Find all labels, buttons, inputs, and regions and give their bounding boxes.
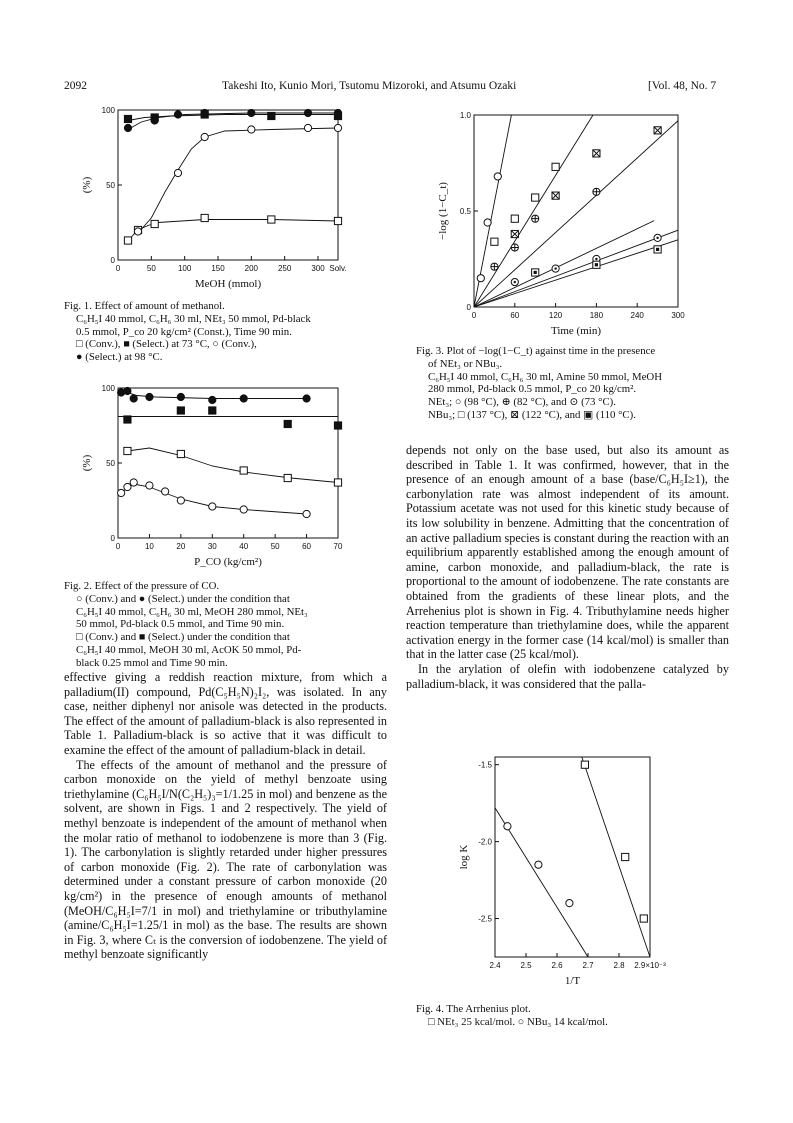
y-tick-label: -1.5 (478, 760, 492, 770)
data-point (124, 124, 131, 131)
marker-dot (656, 248, 659, 251)
data-point (124, 447, 131, 454)
body-paragraph: The effects of the amount of methanol and the pressure of carbon monoxide on the yield of methyl benzoate using triethylamine (C₆H₅I/N(C₂H₅)₃=1/1.25 in mol) and benzene as the solvent, are shown in Figs. 1 and 2 respectively. The yield of methyl benzoate is independent of the amount of methanol when the molar ratio of methanol to iodobenzene is more than 3 (Fig. 1). The carbonylation is slightly retarded under higher pressures of carbon monoxide (Fig. 2). The rate of carbonylation was determined under a constant pressure of carbon monoxide (20 kg/cm²) in the presence of enough amounts of methanol (MeOH/C₆H₅I=7/1 in mol) and triethylamine or tributhylamine (amine/C₆H₅I=1.25/1 in mol) as the base. The results are shown in Fig. 3, where Cₜ is the conversion of iodobenzene. The yield of methyl benzoate significantly (64, 757, 387, 962)
data-point (494, 173, 501, 180)
caption-line: □ (Conv.), ■ (Select.) at 73 °C, ○ (Conv.), (76, 338, 257, 351)
data-point (566, 900, 573, 907)
data-point (130, 479, 137, 486)
data-point (532, 269, 539, 276)
figure-4-chart (440, 742, 680, 997)
fit-curve (138, 128, 338, 233)
x-tick-label: 250 (277, 264, 292, 273)
x-axis-label: Time (min) (550, 325, 602, 337)
journal-volume: [Vol. 48, No. 7 (648, 80, 717, 92)
x-tick-label: 0 (115, 542, 121, 551)
data-point (334, 479, 341, 486)
data-point (151, 117, 158, 124)
y-tick-label: 0.5 (459, 207, 471, 216)
x-tick-label: 2.8 (613, 961, 625, 970)
data-point (304, 109, 311, 116)
data-point (248, 109, 255, 116)
data-point (303, 510, 310, 517)
data-point (209, 407, 216, 414)
x-tick-label: 150 (211, 264, 225, 273)
data-point (124, 115, 131, 122)
figure-1-caption (64, 300, 364, 364)
fit-line (474, 240, 678, 307)
data-point (552, 192, 559, 199)
x-tick-label: 2.6 (551, 961, 563, 970)
data-point (511, 230, 518, 237)
data-point (177, 450, 184, 457)
figure-3-chart (418, 105, 718, 345)
data-point (552, 163, 559, 170)
x-tick-label: 60 (510, 311, 520, 320)
caption-title: Fig. 3. Plot of −log(1−C_t) against time in the presence (416, 345, 656, 357)
x-tick-label: 70 (333, 542, 343, 551)
data-point (640, 915, 647, 922)
data-point (484, 219, 491, 226)
data-point (581, 761, 588, 768)
marker-dot (595, 258, 597, 260)
marker-dot (595, 263, 598, 266)
x-tick-label: 2.9×10⁻³ (634, 961, 666, 970)
data-point (334, 217, 341, 224)
data-point (511, 278, 518, 285)
x-tick-label: 60 (302, 542, 312, 551)
x-tick-label: 20 (176, 542, 186, 551)
x-tick-label: 50 (146, 264, 156, 273)
body-paragraph: effective giving a reddish reaction mixture, from which a palladium(II) compound, Pd(C₅H₅N)₂I₂, was isolated. In any case, neither diphenyl nor anisole was detected in the products. The effect of the amount of palladium-black is also represented in Table 1. Palladium-black is so active that it was difficult to examine the effect of the amount of palladium-black in detail. (64, 670, 387, 757)
data-point (201, 133, 208, 140)
x-tick-label: 30 (207, 542, 217, 551)
y-tick-label: 0 (466, 303, 471, 312)
data-point (303, 395, 310, 402)
marker-dot (656, 237, 658, 239)
data-point (124, 416, 131, 423)
caption-line: 0.5 mmol, P_co 20 kg/cm² (Const.), Time 90 min. (76, 325, 292, 338)
plot-frame (118, 110, 338, 260)
x-tick-label: 50 (270, 542, 280, 551)
marker-dot (514, 281, 516, 283)
caption-line: 280 mmol, Pd-black 0.5 mmol, P_co 20 kg/cm². (428, 383, 637, 396)
caption-line: □ (Conv.) and ■ (Select.) under the condition that (76, 631, 290, 644)
data-point (124, 387, 131, 394)
data-point (491, 238, 498, 245)
data-point (130, 395, 137, 402)
y-axis-label: −log (1−C_t) (437, 182, 449, 240)
data-point (174, 169, 181, 176)
x-tick-label: 10 (144, 542, 154, 551)
figure-2-chart (60, 378, 360, 578)
figure-3-caption (416, 345, 736, 422)
caption-line: black 0.25 mmol and Time 90 min. (76, 656, 228, 669)
y-tick-label: -2.5 (478, 914, 492, 924)
x-tick-label: 0 (115, 264, 121, 273)
data-point (201, 214, 208, 221)
data-point (134, 228, 141, 235)
figure-2-caption (64, 580, 364, 670)
data-point (334, 124, 341, 131)
x-axis-label: P_CO (kg/cm²) (194, 556, 262, 568)
marker-dot (534, 271, 537, 274)
data-point (504, 823, 511, 830)
x-axis-label: MeOH (mmol) (194, 278, 262, 290)
caption-line: 50 mmol, Pd-black 0.5 mmol, and Time 90 min. (76, 618, 285, 631)
figure-1-chart (60, 100, 360, 300)
data-point (334, 109, 341, 116)
figure-4-caption (416, 1003, 736, 1029)
data-point (240, 467, 247, 474)
x-tick-label: 100 (177, 264, 192, 273)
data-point (124, 483, 131, 490)
data-point (209, 503, 216, 510)
caption-line: C₆H₅I 40 mmol, MeOH 30 ml, AcOK 50 mmol, Pd- (76, 643, 302, 656)
x-tick-label: 300 (671, 311, 685, 320)
data-point (248, 126, 255, 133)
y-tick-label: 100 (101, 106, 115, 115)
data-point (491, 263, 498, 270)
caption-line: of NEt₃ or NBu₃. (428, 357, 503, 370)
y-tick-label: 100 (101, 384, 115, 393)
fit-line (474, 230, 678, 307)
y-tick-label: -2.0 (478, 837, 492, 847)
data-point (240, 506, 247, 513)
data-point (268, 216, 275, 223)
fit-curve (128, 220, 338, 241)
x-axis-label: 1/T (564, 975, 581, 987)
caption-line: C₆H₅I 40 mmol, C₆H₆ 30 ml, NEt₃ 50 mmol, Pd-black (76, 312, 311, 325)
y-tick-label: 50 (106, 181, 115, 190)
caption-line: NBu₃; □ (137 °C), ⊠ (122 °C), and ▣ (110 °C). (428, 408, 636, 421)
caption-line: ● (Select.) at 98 °C. (76, 351, 163, 364)
x-tick-label: 300 (311, 264, 325, 273)
data-point (477, 275, 484, 282)
plot-frame (474, 115, 678, 307)
data-point (162, 488, 169, 495)
data-point (511, 244, 518, 251)
fit-line (582, 757, 650, 957)
y-axis-label: (%) (81, 176, 93, 194)
page-number: 2092 (64, 80, 87, 92)
x-tick-label: 200 (244, 264, 259, 273)
caption-line: C₆H₅I 40 mmol, C₆H₆ 30 ml, Amine 50 mmol, MeOH (428, 370, 662, 383)
data-point (240, 395, 247, 402)
data-point (284, 420, 291, 427)
data-point (532, 215, 539, 222)
caption-line: ○ (Conv.) and ● (Select.) under the condition that (76, 592, 290, 605)
y-tick-label: 0 (110, 256, 115, 265)
data-point (177, 497, 184, 504)
data-point (151, 220, 158, 227)
data-point (146, 482, 153, 489)
y-tick-label: 0 (110, 534, 115, 543)
data-point (146, 393, 153, 400)
x-tick-label: 2.7 (582, 961, 594, 970)
left-column-text (64, 670, 387, 962)
x-tick-label: 40 (239, 542, 249, 551)
data-point (593, 150, 600, 157)
data-point (654, 127, 661, 134)
x-tick-label: 180 (589, 311, 604, 320)
caption-title: Fig. 4. The Arrhenius plot. (416, 1003, 531, 1015)
y-axis-label: (%) (81, 454, 93, 472)
x-tick-label: 240 (630, 311, 644, 320)
marker-dot (554, 267, 556, 269)
caption-line: □ NEt₃ 25 kcal/mol. ○ NBu₃ 14 kcal/mol. (428, 1015, 608, 1028)
y-tick-label: 50 (106, 459, 115, 468)
data-point (177, 393, 184, 400)
data-point (654, 234, 661, 241)
data-point (284, 474, 291, 481)
caption-line: C₆H₅I 40 mmol, C₆H₆ 30 ml, MeOH 280 mmol, NEt₃ (76, 605, 308, 618)
data-point (118, 489, 125, 496)
data-point (177, 407, 184, 414)
data-point (622, 853, 629, 860)
data-point (593, 188, 600, 195)
x-tick-label: 120 (548, 311, 563, 320)
running-authors: Takeshi Ito, Kunio Mori, Tsutomu Mizoroki, and Atsumu Ozaki (222, 80, 517, 92)
data-point (209, 396, 216, 403)
x-tick-label: Solv. (329, 264, 347, 273)
y-axis-label: log K (458, 844, 470, 870)
fit-line (495, 808, 588, 957)
caption-title: Fig. 1. Effect of amount of methanol. (64, 300, 225, 312)
x-tick-label: 2.5 (520, 961, 532, 970)
data-point (304, 124, 311, 131)
caption-line: NEt₃; ○ (98 °C), ⊕ (82 °C), and ⊙ (73 °C). (428, 396, 616, 409)
data-point (124, 237, 131, 244)
data-point (201, 109, 208, 116)
body-paragraph: In the arylation of olefin with iodobenzene catalyzed by palladium-black, it was considered that the palla- (406, 661, 729, 691)
data-point (174, 111, 181, 118)
x-tick-label: 2.4 (489, 961, 501, 970)
body-paragraph: depends not only on the base used, but also its amount as described in Table 1. It was confirmed, however, that in the presence of an enough amount of a base (base/C₆H₅I≥1), the carbonylation rate was almost independent of its amount. Potassium acetate was not used for this kinetic study because of its low solubility in benzene. Admitting that the concentration of an active palladium species is constant during the reaction with an equilibrium apparently established among the enough amount of amine, carbon monoxide, and palladium-black, the rate is proportional to the amount of iodobenzene. The rate constants are obtained from the gradients of these linear plots, and the Arrehenius plot is shown in Fig. 4. Tributhylamine needs higher reaction temperature than triethylamine does, while the apparent activation energy in the former case (14 kcal/mol) is smaller than that in the latter case (25 kcal/mol). (406, 443, 729, 662)
data-point (268, 112, 275, 119)
data-point (334, 422, 341, 429)
x-tick-label: 0 (471, 311, 477, 320)
y-tick-label: 1.0 (459, 111, 471, 120)
caption-title: Fig. 2. Effect of the pressure of CO. (64, 580, 220, 592)
fit-curve (127, 448, 338, 483)
data-point (552, 265, 559, 272)
data-point (511, 215, 518, 222)
data-point (535, 861, 542, 868)
data-point (532, 194, 539, 201)
right-column-text (406, 443, 729, 691)
data-point (654, 246, 661, 253)
data-point (593, 261, 600, 268)
